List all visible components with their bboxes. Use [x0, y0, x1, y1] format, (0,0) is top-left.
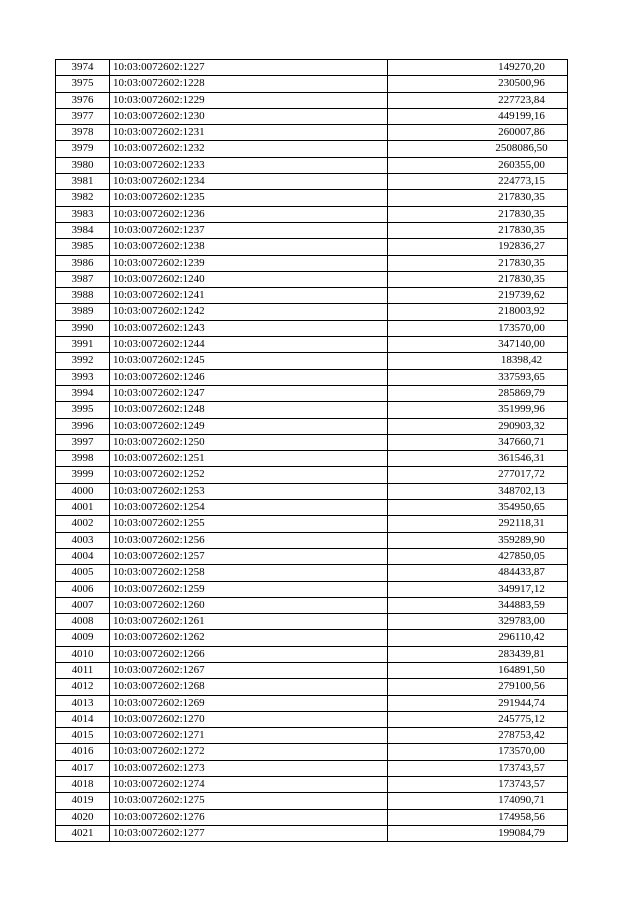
cadastral-number-cell: 10:03:0072602:1246 [110, 369, 388, 385]
cadastral-number-cell: 10:03:0072602:1251 [110, 451, 388, 467]
row-number-cell: 4008 [56, 614, 110, 630]
row-number-cell: 4006 [56, 581, 110, 597]
cadastral-value-cell: 217830,35 [388, 190, 568, 206]
cadastral-number-cell: 10:03:0072602:1262 [110, 630, 388, 646]
row-number-cell: 3999 [56, 467, 110, 483]
cadastral-value-cell: 173570,00 [388, 744, 568, 760]
cadastral-value-cell: 218003,92 [388, 304, 568, 320]
row-number-cell: 4009 [56, 630, 110, 646]
table-row [56, 565, 568, 581]
row-number-cell: 4010 [56, 646, 110, 662]
row-number-cell: 3985 [56, 239, 110, 255]
cadastral-value-cell: 291944,74 [388, 695, 568, 711]
table-row [56, 222, 568, 238]
row-number-cell: 4012 [56, 679, 110, 695]
row-number-cell: 4018 [56, 777, 110, 793]
table-row [56, 402, 568, 418]
row-number-cell: 3998 [56, 451, 110, 467]
row-number-cell: 3994 [56, 385, 110, 401]
table-row [56, 662, 568, 678]
table-row [56, 597, 568, 613]
row-number-cell: 4017 [56, 760, 110, 776]
cadastral-value-cell: 427850,05 [388, 548, 568, 564]
cadastral-value-cell: 285869,79 [388, 385, 568, 401]
table-row [56, 418, 568, 434]
row-number-cell: 4001 [56, 500, 110, 516]
row-number-cell: 3988 [56, 288, 110, 304]
table-row [56, 125, 568, 141]
table-row [56, 288, 568, 304]
cadastral-number-cell: 10:03:0072602:1236 [110, 206, 388, 222]
table-row [56, 793, 568, 809]
cadastral-value-cell: 199084,79 [388, 825, 568, 841]
table-row [56, 728, 568, 744]
cadastral-number-cell: 10:03:0072602:1269 [110, 695, 388, 711]
row-number-cell: 4014 [56, 711, 110, 727]
cadastral-number-cell: 10:03:0072602:1239 [110, 255, 388, 271]
row-number-cell: 4003 [56, 532, 110, 548]
cadastral-value-cell: 227723,84 [388, 92, 568, 108]
cadastral-number-cell: 10:03:0072602:1247 [110, 385, 388, 401]
cadastral-value-cell: 217830,35 [388, 222, 568, 238]
row-number-cell: 4016 [56, 744, 110, 760]
row-number-cell: 3974 [56, 60, 110, 76]
cadastral-value-cell: 278753,42 [388, 728, 568, 744]
table-row [56, 760, 568, 776]
table-row [56, 679, 568, 695]
cadastral-number-cell: 10:03:0072602:1250 [110, 434, 388, 450]
cadastral-number-cell: 10:03:0072602:1243 [110, 320, 388, 336]
row-number-cell: 3978 [56, 125, 110, 141]
cadastral-value-cell: 260355,00 [388, 157, 568, 173]
table-body [56, 60, 568, 842]
row-number-cell: 4011 [56, 662, 110, 678]
row-number-cell: 3993 [56, 369, 110, 385]
cadastral-number-cell: 10:03:0072602:1229 [110, 92, 388, 108]
cadastral-value-cell: 174958,56 [388, 809, 568, 825]
table-row [56, 255, 568, 271]
cadastral-value-cell: 348702,13 [388, 483, 568, 499]
row-number-cell: 4020 [56, 809, 110, 825]
cadastral-number-cell: 10:03:0072602:1256 [110, 532, 388, 548]
table-row [56, 516, 568, 532]
cadastral-value-cell: 217830,35 [388, 271, 568, 287]
cadastral-number-cell: 10:03:0072602:1235 [110, 190, 388, 206]
cadastral-value-cell: 18398,42 [388, 353, 568, 369]
cadastral-number-cell: 10:03:0072602:1254 [110, 500, 388, 516]
cadastral-number-cell: 10:03:0072602:1234 [110, 174, 388, 190]
row-number-cell: 3977 [56, 108, 110, 124]
cadastral-number-cell: 10:03:0072602:1233 [110, 157, 388, 173]
cadastral-number-cell: 10:03:0072602:1261 [110, 614, 388, 630]
cadastral-number-cell: 10:03:0072602:1260 [110, 597, 388, 613]
table-row [56, 434, 568, 450]
row-number-cell: 3989 [56, 304, 110, 320]
cadastral-number-cell: 10:03:0072602:1268 [110, 679, 388, 695]
row-number-cell: 3981 [56, 174, 110, 190]
cadastral-value-cell: 290903,32 [388, 418, 568, 434]
table-row [56, 141, 568, 157]
row-number-cell: 3992 [56, 353, 110, 369]
row-number-cell: 3982 [56, 190, 110, 206]
table-row [56, 744, 568, 760]
cadastral-number-cell: 10:03:0072602:1231 [110, 125, 388, 141]
row-number-cell: 3984 [56, 222, 110, 238]
cadastral-value-cell: 283439,81 [388, 646, 568, 662]
table-row [56, 548, 568, 564]
cadastral-value-cell: 337593,65 [388, 369, 568, 385]
table-row [56, 581, 568, 597]
cadastral-number-cell: 10:03:0072602:1249 [110, 418, 388, 434]
row-number-cell: 3975 [56, 76, 110, 92]
table-row [56, 777, 568, 793]
table-row [56, 60, 568, 76]
row-number-cell: 4007 [56, 597, 110, 613]
cadastral-number-cell: 10:03:0072602:1272 [110, 744, 388, 760]
table-row [56, 353, 568, 369]
table-row [56, 92, 568, 108]
cadastral-number-cell: 10:03:0072602:1230 [110, 108, 388, 124]
cadastral-value-cell: 351999,96 [388, 402, 568, 418]
table-row [56, 108, 568, 124]
cadastral-number-cell: 10:03:0072602:1245 [110, 353, 388, 369]
table-row [56, 483, 568, 499]
cadastral-number-cell: 10:03:0072602:1238 [110, 239, 388, 255]
cadastral-number-cell: 10:03:0072602:1266 [110, 646, 388, 662]
cadastral-number-cell: 10:03:0072602:1232 [110, 141, 388, 157]
cadastral-number-cell: 10:03:0072602:1271 [110, 728, 388, 744]
cadastral-value-cell: 224773,15 [388, 174, 568, 190]
cadastral-value-cell: 347660,71 [388, 434, 568, 450]
cadastral-value-cell: 349917,12 [388, 581, 568, 597]
row-number-cell: 3991 [56, 337, 110, 353]
row-number-cell: 4000 [56, 483, 110, 499]
cadastral-value-cell: 173743,57 [388, 760, 568, 776]
cadastral-number-cell: 10:03:0072602:1227 [110, 60, 388, 76]
cadastral-number-cell: 10:03:0072602:1252 [110, 467, 388, 483]
table-row [56, 809, 568, 825]
row-number-cell: 4013 [56, 695, 110, 711]
row-number-cell: 3983 [56, 206, 110, 222]
cadastral-value-cell: 2508086,50 [388, 141, 568, 157]
cadastral-value-cell: 449199,16 [388, 108, 568, 124]
table-row [56, 190, 568, 206]
cadastral-value-cell: 344883,59 [388, 597, 568, 613]
row-number-cell: 3995 [56, 402, 110, 418]
cadastral-number-cell: 10:03:0072602:1228 [110, 76, 388, 92]
cadastral-number-cell: 10:03:0072602:1274 [110, 777, 388, 793]
cadastral-number-cell: 10:03:0072602:1253 [110, 483, 388, 499]
cadastral-value-cell: 359289,90 [388, 532, 568, 548]
cadastral-number-cell: 10:03:0072602:1259 [110, 581, 388, 597]
cadastral-number-cell: 10:03:0072602:1255 [110, 516, 388, 532]
cadastral-number-cell: 10:03:0072602:1267 [110, 662, 388, 678]
cadastral-number-cell: 10:03:0072602:1276 [110, 809, 388, 825]
cadastral-value-cell: 173743,57 [388, 777, 568, 793]
table-row [56, 532, 568, 548]
row-number-cell: 4019 [56, 793, 110, 809]
cadastral-value-cell: 484433,87 [388, 565, 568, 581]
table-row [56, 500, 568, 516]
table-row [56, 695, 568, 711]
cadastral-value-cell: 174090,71 [388, 793, 568, 809]
table-row [56, 337, 568, 353]
cadastral-value-cell: 277017,72 [388, 467, 568, 483]
cadastral-number-cell: 10:03:0072602:1257 [110, 548, 388, 564]
table-row [56, 271, 568, 287]
cadastral-value-cell: 260007,86 [388, 125, 568, 141]
row-number-cell: 4015 [56, 728, 110, 744]
cadastral-value-cell: 192836,27 [388, 239, 568, 255]
row-number-cell: 4021 [56, 825, 110, 841]
row-number-cell: 3980 [56, 157, 110, 173]
cadastral-number-cell: 10:03:0072602:1258 [110, 565, 388, 581]
cadastral-value-cell: 149270,20 [388, 60, 568, 76]
cadastral-number-cell: 10:03:0072602:1275 [110, 793, 388, 809]
cadastral-value-cell: 354950,65 [388, 500, 568, 516]
cadastral-value-cell: 361546,31 [388, 451, 568, 467]
table-row [56, 239, 568, 255]
cadastral-number-cell: 10:03:0072602:1237 [110, 222, 388, 238]
row-number-cell: 3996 [56, 418, 110, 434]
cadastral-number-cell: 10:03:0072602:1240 [110, 271, 388, 287]
cadastral-number-cell: 10:03:0072602:1242 [110, 304, 388, 320]
row-number-cell: 4002 [56, 516, 110, 532]
cadastral-value-cell: 164891,50 [388, 662, 568, 678]
cadastral-value-cell: 245775,12 [388, 711, 568, 727]
table-row [56, 630, 568, 646]
cadastral-number-cell: 10:03:0072602:1241 [110, 288, 388, 304]
row-number-cell: 4005 [56, 565, 110, 581]
row-number-cell: 3990 [56, 320, 110, 336]
cadastral-value-cell: 347140,00 [388, 337, 568, 353]
table-row [56, 369, 568, 385]
table-row [56, 157, 568, 173]
table-row [56, 385, 568, 401]
table-row [56, 206, 568, 222]
table-row [56, 467, 568, 483]
cadastral-number-cell: 10:03:0072602:1270 [110, 711, 388, 727]
table-row [56, 304, 568, 320]
cadastral-value-cell: 173570,00 [388, 320, 568, 336]
cadastral-value-cell: 219739,62 [388, 288, 568, 304]
cadastral-value-table [55, 59, 568, 842]
cadastral-value-cell: 230500,96 [388, 76, 568, 92]
table-row [56, 174, 568, 190]
cadastral-value-cell: 279100,56 [388, 679, 568, 695]
row-number-cell: 3976 [56, 92, 110, 108]
table-row [56, 451, 568, 467]
row-number-cell: 3987 [56, 271, 110, 287]
cadastral-number-cell: 10:03:0072602:1273 [110, 760, 388, 776]
cadastral-number-cell: 10:03:0072602:1277 [110, 825, 388, 841]
cadastral-number-cell: 10:03:0072602:1244 [110, 337, 388, 353]
table-row [56, 76, 568, 92]
cadastral-number-cell: 10:03:0072602:1248 [110, 402, 388, 418]
cadastral-value-cell: 329783,00 [388, 614, 568, 630]
cadastral-value-cell: 217830,35 [388, 255, 568, 271]
cadastral-value-cell: 292118,31 [388, 516, 568, 532]
row-number-cell: 3979 [56, 141, 110, 157]
row-number-cell: 4004 [56, 548, 110, 564]
cadastral-value-cell: 296110,42 [388, 630, 568, 646]
table-row [56, 711, 568, 727]
table-row [56, 646, 568, 662]
table-row [56, 614, 568, 630]
row-number-cell: 3986 [56, 255, 110, 271]
table-row [56, 825, 568, 841]
cadastral-value-cell: 217830,35 [388, 206, 568, 222]
row-number-cell: 3997 [56, 434, 110, 450]
table-row [56, 320, 568, 336]
